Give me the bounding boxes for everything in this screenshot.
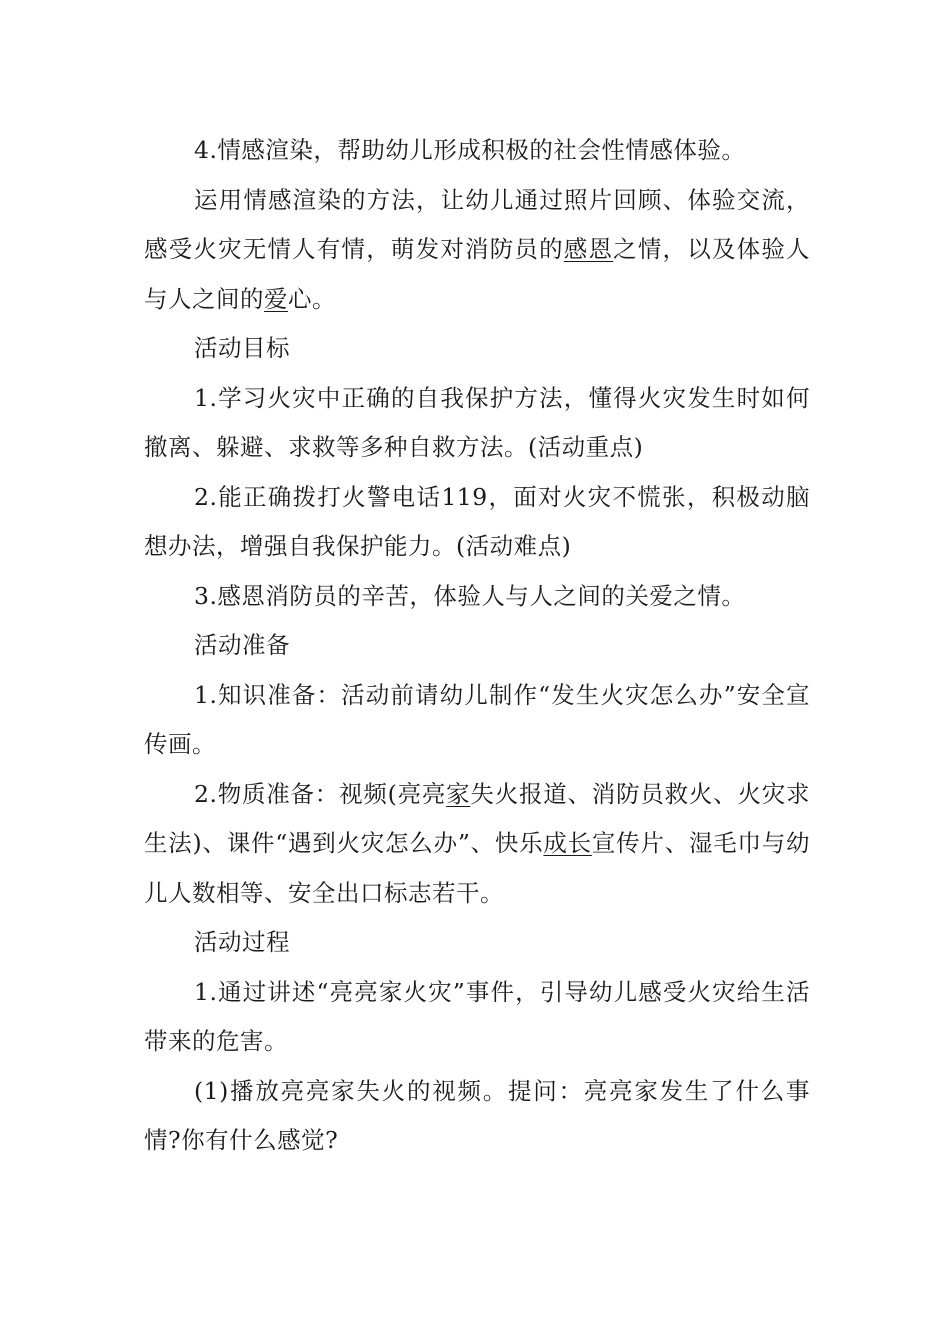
text-run: 之情，以及体验人与人之间的 (144, 235, 811, 313)
heading-activity-goals (144, 324, 810, 374)
heading-activity-process (144, 918, 810, 968)
text-run: 2.能正确拨打火警电话119，面对火灾不慌张，积极动脑想办法，增强自我保护能力。(活动难点) (144, 482, 810, 560)
paragraph-prep-materials (144, 770, 810, 919)
text-run: 活动准备 (194, 631, 290, 659)
text-run: (1)播放亮亮家失火的视频。提问：亮亮家发生了什么事情?你有什么感觉? (144, 1076, 810, 1154)
paragraph-prep-knowledge (144, 671, 810, 770)
text-run: 活动过程 (194, 928, 290, 956)
paragraph-emotion-goal (144, 126, 810, 176)
paragraph-process-1 (144, 968, 810, 1067)
paragraph-goal-2 (144, 473, 810, 572)
heading-activity-preparation (144, 621, 810, 671)
text-run: 失火报道、消防员救火、火灾求生法)、课件“遇到火灾怎么办”、快乐 (144, 779, 811, 857)
text-run: 2.物质准备：视频(亮亮 (194, 779, 447, 808)
document-page (144, 126, 810, 1166)
paragraph-process-1-1 (144, 1067, 810, 1166)
text-run: 宣传片、湿毛巾与幼儿人数相等、安全出口标志若干。 (144, 829, 811, 907)
text-run: 4.情感渲染，帮助幼儿形成积极的社会性情感体验。 (194, 136, 746, 164)
text-run: 1.知识准备：活动前请幼儿制作“发生火灾怎么办”安全宣传画。 (144, 680, 810, 758)
text-run: 3.感恩消防员的辛苦，体验人与人之间的关爱之情。 (194, 581, 746, 610)
paragraph-goal-3 (144, 572, 810, 622)
underlined-link[interactable]: 感恩 (563, 235, 614, 263)
underlined-link[interactable]: 爱 (264, 284, 288, 313)
text-run: 活动目标 (194, 334, 290, 362)
text-run: 1.学习火灾中正确的自我保护方法，懂得火灾发生时如何撤离、躲避、求救等多种自救方法。(活动重点) (144, 383, 810, 461)
paragraph-emotion-method (144, 176, 810, 325)
underlined-link[interactable]: 家 (446, 779, 471, 808)
underlined-link[interactable]: 成长 (543, 829, 592, 857)
text-run: 运用情感渲染的方法，让幼儿通过照片回顾、体验交流，感受火灾无情人有情，萌发对消防员的 (144, 185, 810, 263)
text-run: 心。 (288, 284, 336, 313)
text-run: 1.通过讲述“亮亮家火灾”事件，引导幼儿感受火灾给生活带来的危害。 (144, 977, 810, 1055)
paragraph-goal-1 (144, 374, 810, 473)
